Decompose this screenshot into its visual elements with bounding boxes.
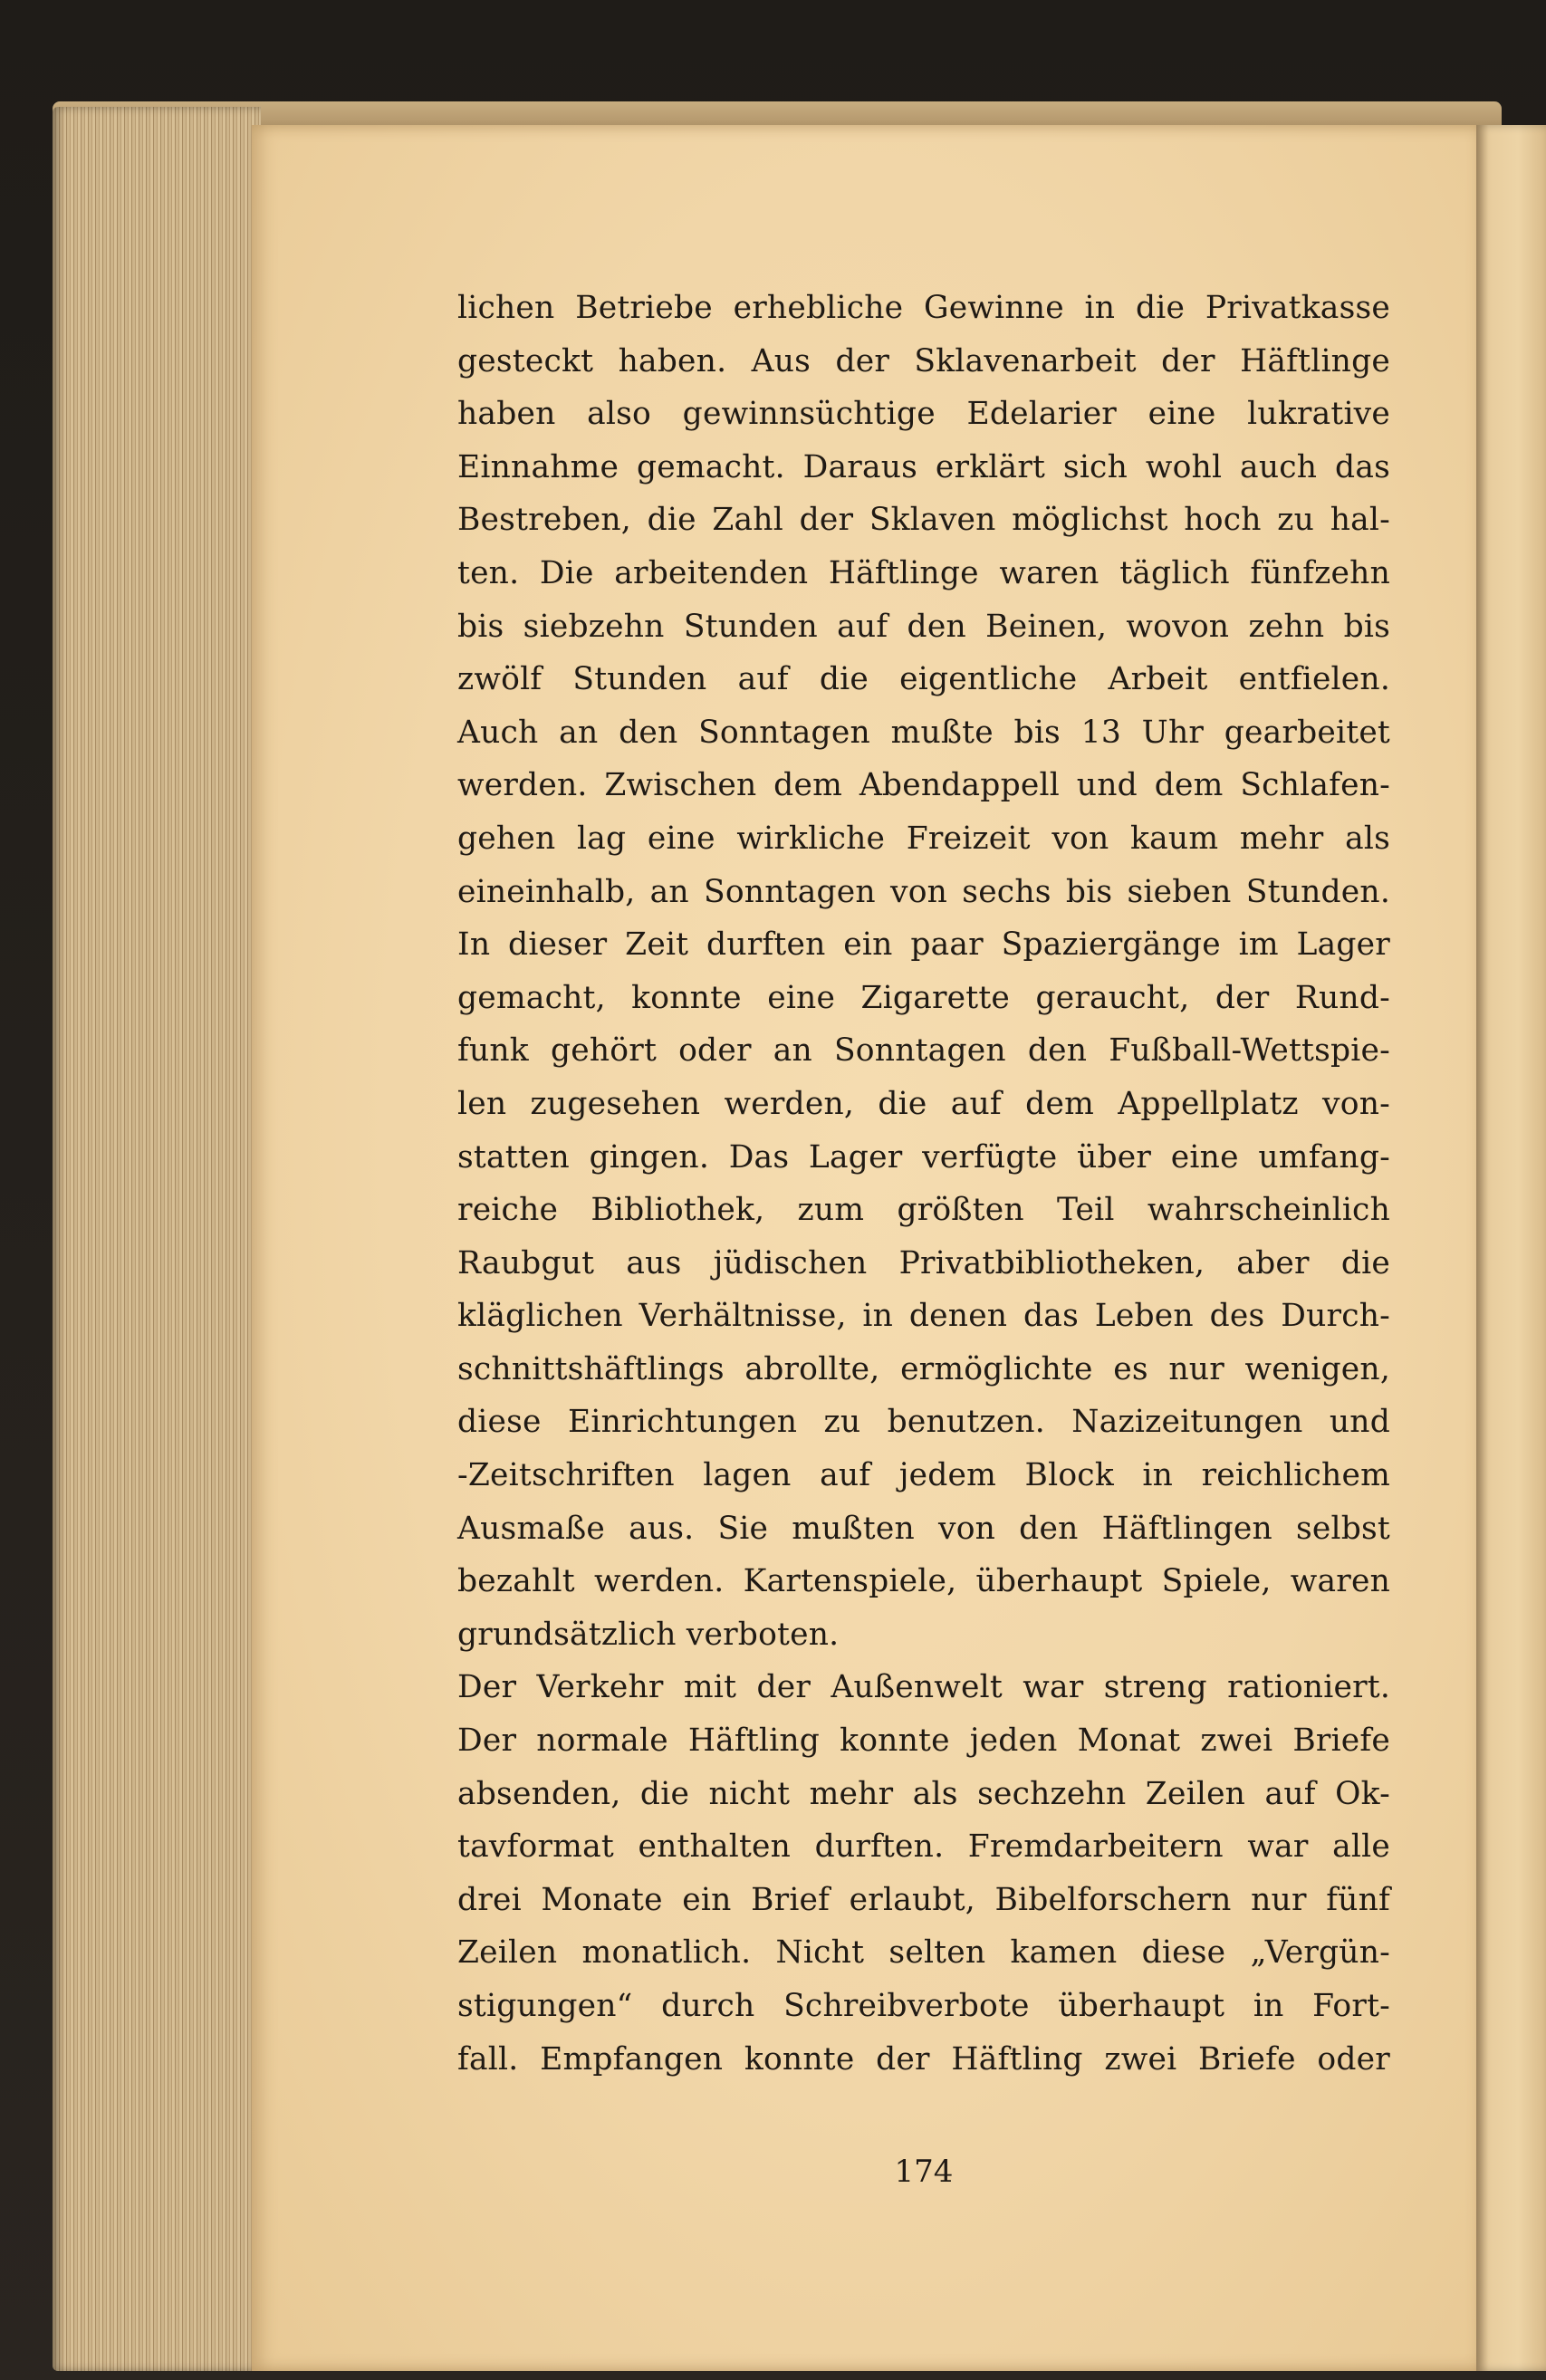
text-line: schnittshäftlings abrollte, ermöglichte es nur wenigen, — [457, 1350, 1390, 1387]
text-line: len zugesehen werden, die auf dem Appellplatz von- — [457, 1085, 1390, 1122]
text-line: Der Verkehr mit der Außenwelt war streng rationiert. — [457, 1669, 1390, 1706]
text-line: Zeilen monatlich. Nicht selten kamen diese „Vergün- — [457, 1934, 1390, 1972]
text-line: gehen lag eine wirkliche Freizeit von kaum mehr als — [457, 820, 1390, 857]
text-line: bis siebzehn Stunden auf den Beinen, wovon zehn bis — [457, 608, 1390, 645]
text-line: stigungen“ durch Schreibverbote überhaupt in Fort- — [457, 1988, 1390, 2024]
text-line: gemacht, konnte eine Zigarette geraucht, der Rund- — [457, 979, 1390, 1016]
text-line: Auch an den Sonntagen mußte bis 13 Uhr gearbeitet — [457, 714, 1390, 751]
facing-page-edge — [1476, 125, 1546, 2371]
text-line: Raubgut aus jüdischen Privatbibliotheken, aber die — [457, 1244, 1390, 1281]
text-line: drei Monate ein Brief erlaubt, Bibelforschern nur fünf — [457, 1881, 1390, 1918]
text-line: Bestreben, die Zahl der Sklaven möglichst hoch zu hal- — [457, 502, 1390, 539]
text-line: grundsätzlich verboten. — [457, 1616, 840, 1653]
text-line: bezahlt werden. Kartenspiele, überhaupt Spiele, waren — [457, 1563, 1390, 1600]
text-line: diese Einrichtungen zu benutzen. Nazizeitungen und — [457, 1404, 1390, 1441]
text-line: fall. Empfangen konnte der Häftling zwei Briefe oder — [457, 2040, 1390, 2078]
text-line: gesteckt haben. Aus der Sklavenarbeit der Häftlinge — [457, 342, 1390, 379]
text-line: -Zeitschriften lagen auf jedem Block in reichlichem — [457, 1457, 1390, 1494]
text-line: haben also gewinnsüchtige Edelarier eine lukrative — [457, 396, 1390, 433]
text-line: zwölf Stunden auf die eigentliche Arbeit entfielen. — [457, 661, 1390, 698]
text-line: ten. Die arbeitenden Häftlinge waren täglich fünfzehn — [457, 554, 1390, 591]
text-line: funk gehört oder an Sonntagen den Fußball-Wettspie- — [457, 1032, 1390, 1070]
text-line: statten gingen. Das Lager verfügte über eine umfang- — [457, 1138, 1390, 1176]
text-line: absenden, die nicht mehr als sechzehn Zeilen auf Ok- — [457, 1775, 1390, 1812]
text-line: Einnahme gemacht. Daraus erklärt sich wohl auch das — [457, 448, 1390, 485]
text-line: Der normale Häftling konnte jeden Monat zwei Briefe — [457, 1723, 1390, 1760]
text-line: kläglichen Verhältnisse, in denen das Leben des Durch- — [457, 1298, 1390, 1335]
text-line: eineinhalb, an Sonntagen von sechs bis sieben Stunden. — [457, 873, 1390, 910]
body-text — [457, 282, 1390, 2086]
text-line: werden. Zwischen dem Abendappell und dem Schlafen- — [457, 767, 1390, 804]
text-line: tavformat enthalten durften. Fremdarbeitern war alle — [457, 1828, 1390, 1866]
text-line: Ausmaße aus. Sie mußten von den Häftlingen selbst — [457, 1510, 1390, 1547]
book-page-edges — [53, 107, 261, 2371]
text-line: lichen Betriebe erhebliche Gewinne in die Privatkasse — [457, 290, 1390, 326]
text-line: reiche Bibliothek, zum größten Teil wahrscheinlich — [457, 1192, 1390, 1229]
text-line: In dieser Zeit durften ein paar Spaziergänge im Lager — [457, 926, 1390, 964]
page-number: 174 — [894, 2154, 954, 2190]
